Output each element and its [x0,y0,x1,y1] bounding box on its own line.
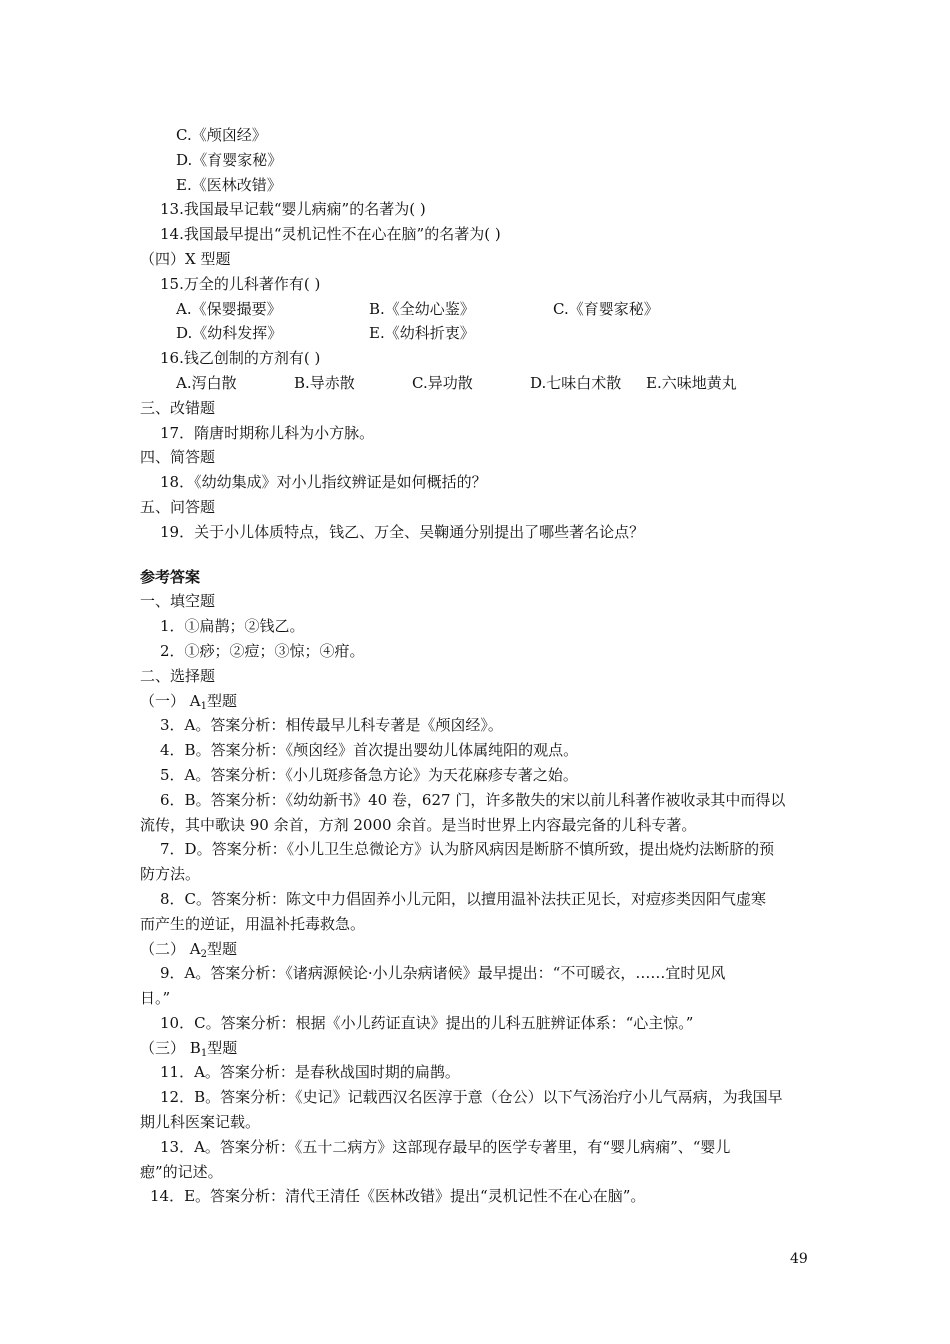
subsection-a1-letter: A [189,691,201,710]
question-16: 16.钱乙创制的方剂有( ) [160,349,321,368]
answers-section-2-title: 二、选择题 [140,666,216,685]
answer-10: 10．C。答案分析：根据《小儿药证直诀》提出的儿科五脏辨证体系：“心主惊。” [160,1013,694,1032]
question-15-options-row2 [140,321,820,346]
question-17: 17．隋唐时期称儿科为小方脉。 [160,423,375,442]
section-5-title: 五、问答题 [140,497,216,516]
q16-option-a: A.泻白散 [176,373,237,392]
subsection-b1 [140,1036,820,1061]
section-x-type: （四）X 型题 [140,249,231,268]
q16-option-b: B.导赤散 [294,373,355,392]
question-15-options-row1 [140,297,820,322]
q16-option-e: E.六味地黄丸 [646,373,737,392]
answer-3: 3．A。答案分析：相传最早儿科专著是《颅囟经》。 [160,716,503,735]
answer-7-line1: 7．D。答案分析：《小儿卫生总微论方》认为脐风病因是断脐不慎所致，提出烧灼法断脐的预 [160,840,775,859]
option-d: D.《育婴家秘》 [176,150,283,169]
answer-2: 2．①痧；②痘；③惊；④疳。 [160,641,365,660]
answers-section-1-title: 一、填空题 [140,592,216,611]
page-content [140,123,820,1209]
subsection-b1-number: （三） [140,1038,186,1057]
option-e: E.《医林改错》 [176,175,282,194]
question-16-options [140,371,820,396]
subsection-a1-number: （一） [140,691,186,710]
answer-11: 11．A。答案分析：是春秋战国时期的扁鹊。 [160,1063,460,1082]
answer-13-line2: 瘛”的记述。 [140,1162,223,1181]
subsection-a2 [140,937,820,962]
answer-12-line1: 12．B。答案分析：《史记》记载西汉名医淳于意（仓公）以下气汤治疗小儿气鬲病，为我国早 [160,1088,783,1107]
q15-option-b: B.《全幼心鉴》 [369,299,475,318]
section-3-title: 三、改错题 [140,398,216,417]
answer-9-line2: 日。” [140,989,171,1008]
answer-4: 4．B。答案分析：《颅囟经》首次提出婴幼儿体属纯阳的观点。 [160,741,579,760]
question-18: 18．《幼幼集成》对小儿指纹辨证是如何概括的？ [160,473,487,492]
subsection-a1 [140,689,820,714]
question-14: 14.我国最早提出“灵机记性不在心在脑”的名著为( ) [160,225,501,244]
answer-14: 14．E。答案分析：清代王清任《医林改错》提出“灵机记性不在心在脑”。 [150,1187,646,1206]
answer-5: 5．A。答案分析：《小儿斑疹备急方论》为天花麻疹专著之始。 [160,765,578,784]
section-4-title: 四、简答题 [140,448,216,467]
spacer [140,545,820,565]
answer-13-line1: 13．A。答案分析：《五十二病方》这部现存最早的医学专著里，有“婴儿病痫”、“婴儿 [160,1137,731,1156]
question-19: 19．关于小儿体质特点，钱乙、万全、吴鞠通分别提出了哪些著名论点？ [160,522,645,541]
subsection-a2-number: （二） [140,939,186,958]
q15-option-e: E.《幼科折衷》 [369,324,475,343]
answers-title: 参考答案 [140,567,201,586]
answer-7-line2: 防方法。 [140,865,201,884]
subsection-a2-subscript: 2 [200,948,208,960]
q15-option-a: A.《保婴撮要》 [176,299,282,318]
answer-6-line2: 流传，其中歌诀 90 余首，方剂 2000 余首。是当时世界上内容最完备的儿科专著。 [140,815,697,834]
page-number: 49 [790,1251,808,1267]
q16-option-d: D.七味白术散 [530,373,622,392]
subsection-a1-label: 型题 [207,691,238,710]
option-c: C.《颅囟经》 [176,126,267,144]
subsection-a1-subscript: 1 [200,700,208,712]
answer-6-line1: 6．B。答案分析：《幼幼新书》40 卷，627 门，许多散失的宋以前儿科著作被收录其中而得以 [160,790,786,809]
q15-option-c: C.《育婴家秘》 [553,299,659,318]
subsection-a2-label: 型题 [207,939,238,958]
question-13: 13.我国最早记载“婴儿病痫”的名著为( ) [160,200,426,219]
subsection-b1-letter: B [189,1038,201,1057]
q16-option-c: C.异功散 [412,373,473,392]
subsection-b1-label: 型题 [207,1038,238,1057]
subsection-a2-letter: A [189,939,201,958]
question-15: 15.万全的儿科著作有( ) [160,274,321,293]
answer-12-line2: 期儿科医案记载。 [140,1113,261,1132]
answer-8-line2: 而产生的逆证，用温补托毒救急。 [140,914,366,933]
answer-9-line1: 9．A。答案分析：《诸病源候论·小儿杂病诸候》最早提出：“不可暖衣，……宜时见风 [160,964,726,983]
answer-8-line1: 8．C。答案分析：陈文中力倡固养小儿元阳，以擅用温补法扶正见长，对痘疹类因阳气虚寒 [160,889,767,908]
subsection-b1-subscript: 1 [200,1047,208,1059]
q15-option-d: D.《幼科发挥》 [176,324,283,343]
answer-1: 1．①扁鹊；②钱乙。 [160,617,305,636]
